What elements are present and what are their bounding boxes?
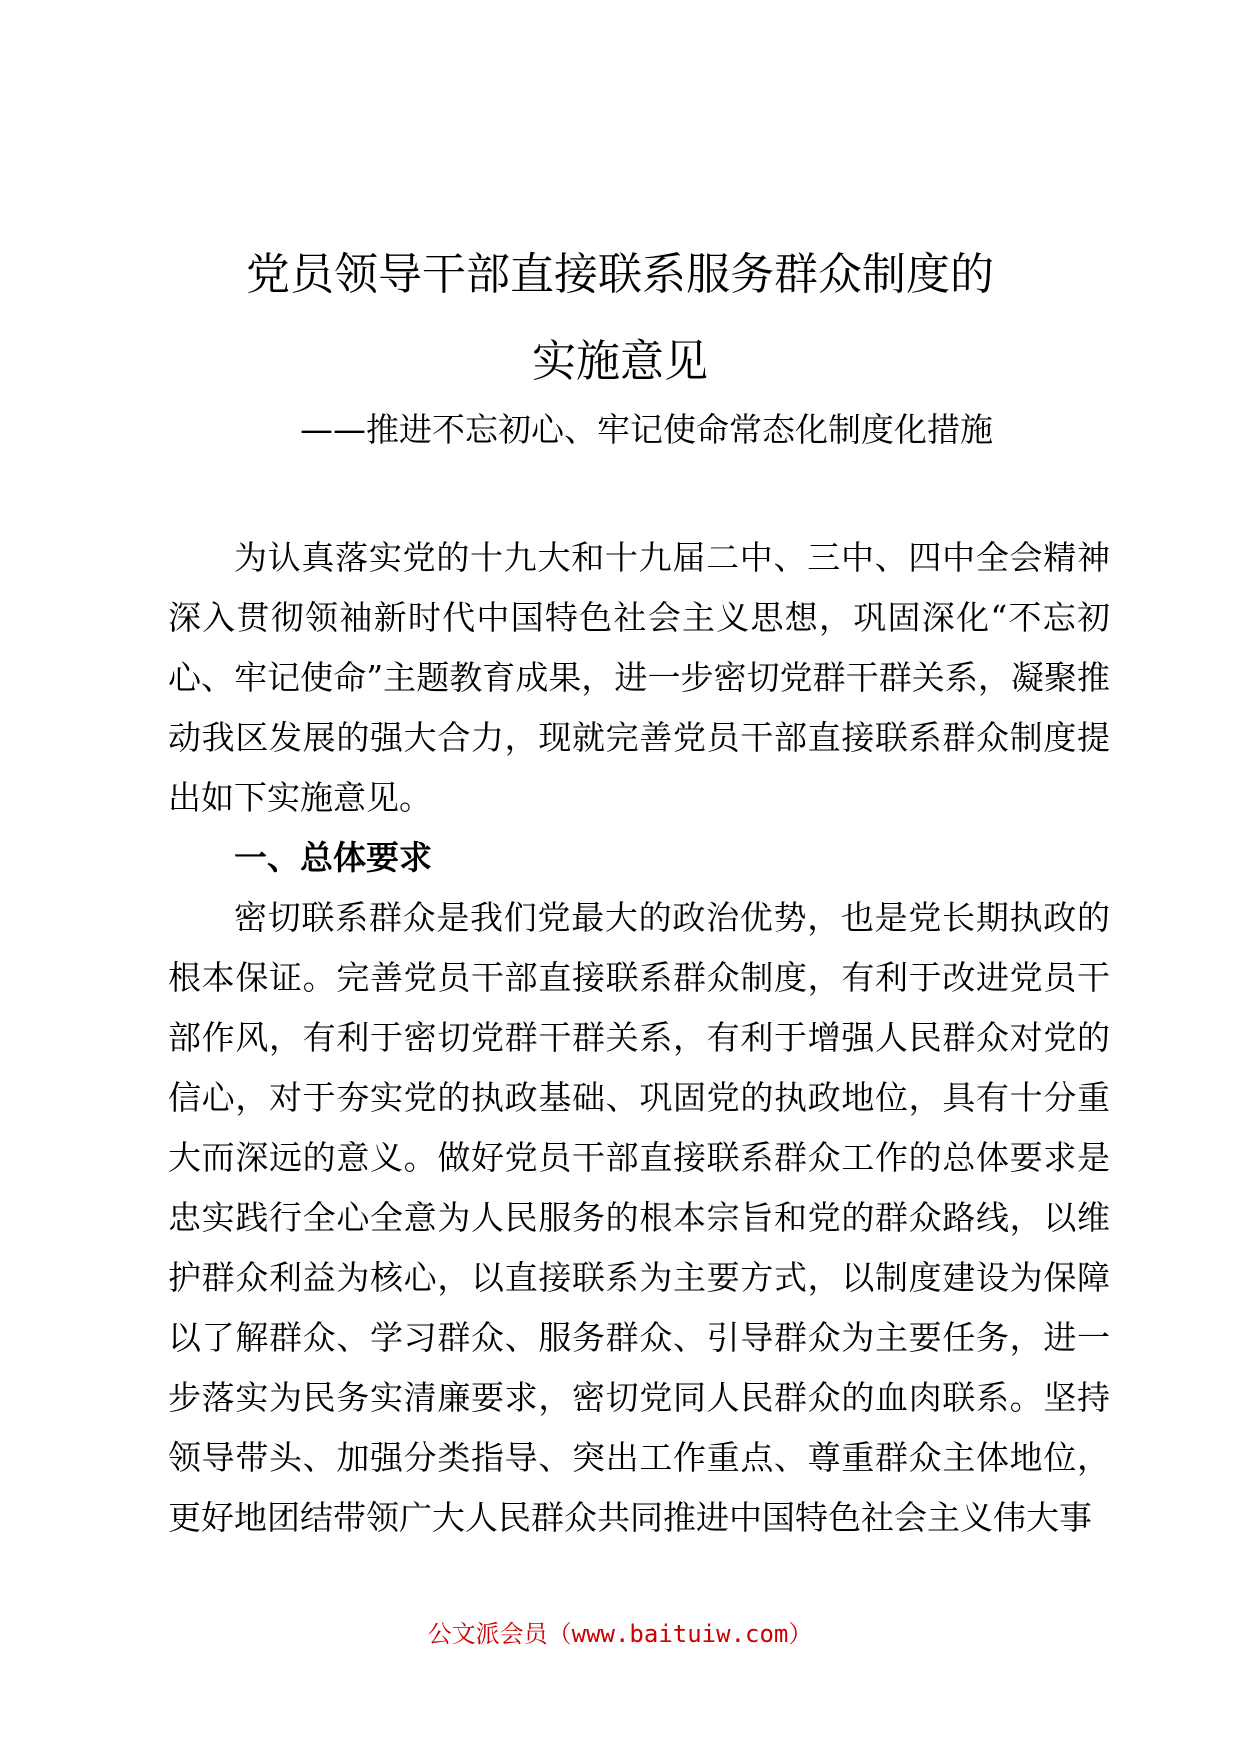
document-body xyxy=(168,528,1110,1548)
document-title-line2: 实施意见 xyxy=(532,336,708,387)
section-heading: 一、总体要求 xyxy=(234,838,432,877)
section-paragraph: 密切联系群众是我们党最大的政治优势，也是党长期执政的根本保证。完善党员干部直接联系群众制度，有利于改进党员干部作风，有利于密切党群干群关系，有利于增强人民群众对党的信心，对于夯实党的执政基础、巩固党的执政地位，具有十分重大而深远的意义。做好党员干部直接联系群众工作的总体要求是忠实践行全心全意为人民服务的根本宗旨和党的群众路线，以维护群众利益为核心，以直接联系为主要方式，以制度建设为保障以了解群众、学习群众、服务群众、引导群众为主要任务，进一步落实为民务实清廉要求，密切党同人民群众的血肉联系。坚持领导带头、加强分类指导、突出工作重点、尊重群众主体地位，更好地团结带领广大人民群众共同推进中国特色社会主义伟大事 xyxy=(168,898,1110,1537)
footer-watermark: 公文派会员（www.baituiw.com） xyxy=(427,1620,813,1648)
intro-paragraph: 为认真落实党的十九大和十九届二中、三中、四中全会精神深入贯彻领袖新时代中国特色社会主义思想，巩固深化“不忘初心、牢记使命”主题教育成果，进一步密切党群干群关系，凝聚推动我区发展的强大合力，现就完善党员干部直接联系群众制度提出如下实施意见。 xyxy=(168,538,1110,817)
document-title-line1: 党员领导干部直接联系服务群众制度的 xyxy=(246,249,994,300)
document-subtitle: ——推进不忘初心、牢记使命常态化制度化措施 xyxy=(300,410,993,449)
